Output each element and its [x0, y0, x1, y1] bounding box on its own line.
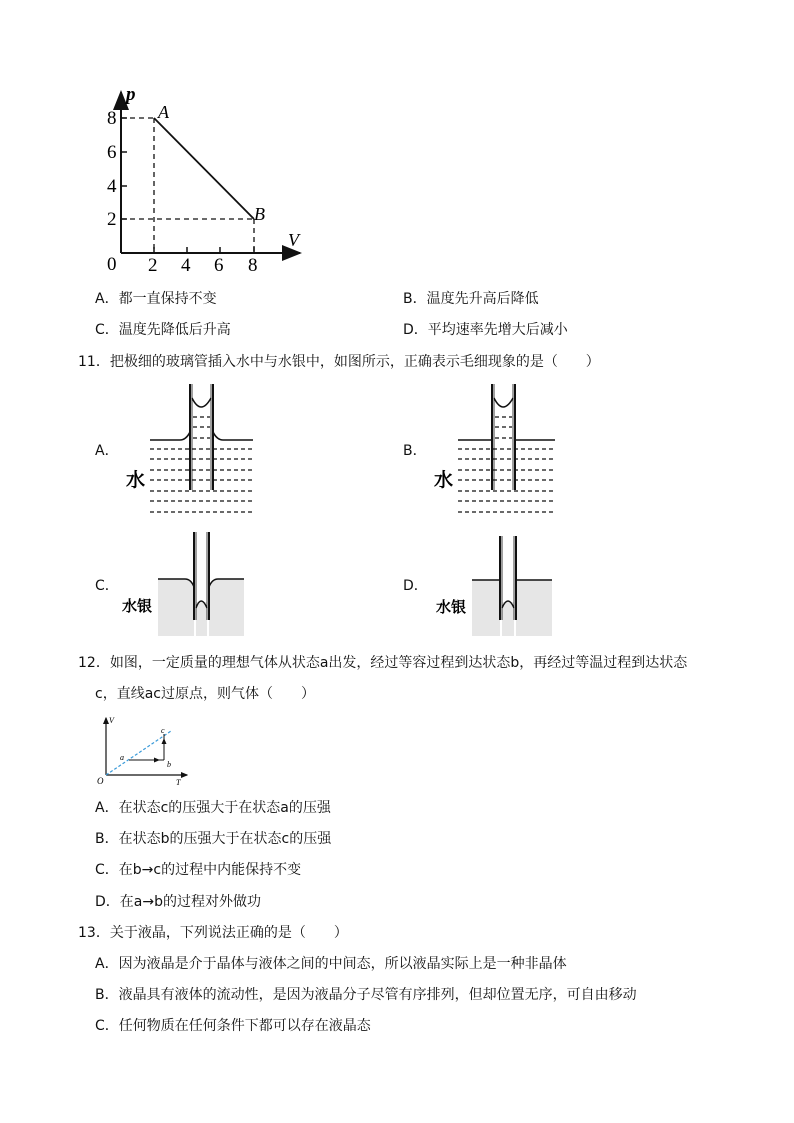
q11-figure-d[interactable]	[428, 530, 558, 638]
q11-water-label-a: 水	[126, 470, 146, 491]
q10-option-d[interactable]: D．平均速率先增大后减小	[403, 322, 568, 338]
vt-point-a: a	[120, 753, 124, 762]
pv-graph	[100, 80, 310, 275]
y-tick-6: 6	[107, 142, 117, 163]
y-tick-2: 2	[107, 209, 117, 230]
q12-stem-line1: 12．如图，一定质量的理想气体从状态a出发，经过等容过程到达状态b，再经过等温过程到达状态	[78, 655, 688, 671]
q12-option-c[interactable]: C．在b→c的过程中内能保持不变	[95, 862, 302, 878]
q12-stem-line2: c，直线ac过原点，则气体（ ）	[95, 686, 315, 702]
q11-mercury-label-c: 水银	[122, 599, 153, 615]
q11-figure-c[interactable]	[120, 530, 250, 638]
x-tick-4: 4	[181, 255, 191, 275]
x-tick-8: 8	[248, 255, 258, 275]
q10-option-a[interactable]: A．都一直保持不变	[95, 291, 217, 307]
point-a-label: A	[158, 102, 169, 122]
process-line-ab	[154, 118, 254, 219]
x-tick-2: 2	[148, 255, 158, 275]
q11-figure-b[interactable]	[428, 382, 568, 517]
vt-line-ac	[106, 731, 171, 775]
q13-option-a[interactable]: A．因为液晶是介于晶体与液体之间的中间态，所以液晶实际上是一种非晶体	[95, 956, 567, 972]
q10-option-b[interactable]: B．温度先升高后降低	[403, 291, 539, 307]
origin-label: 0	[107, 254, 117, 275]
q11-mercury-label-d: 水银	[436, 600, 467, 616]
q11-option-d-label[interactable]: D．	[403, 578, 428, 594]
q11-water-label-b: 水	[434, 470, 454, 491]
q12-option-a[interactable]: A．在状态c的压强大于在状态a的压强	[95, 800, 331, 816]
vt-v-label: V	[109, 716, 114, 725]
q13-option-b[interactable]: B．液晶具有液体的流动性，是因为液晶分子尽管有序排列，但却位置无序，可自由移动	[95, 987, 637, 1003]
y-tick-8: 8	[107, 108, 117, 129]
q11-stem: 11．把极细的玻璃管插入水中与水银中，如图所示，正确表示毛细现象的是（ ）	[78, 354, 600, 370]
q13-option-c[interactable]: C．任何物质在任何条件下都可以存在液晶态	[95, 1018, 371, 1034]
vt-graph	[93, 712, 193, 786]
q11-option-a-label[interactable]: A．	[95, 443, 119, 459]
vt-point-b: b	[167, 760, 171, 769]
q10-option-c[interactable]: C．温度先降低后升高	[95, 322, 231, 338]
q11-figure-a[interactable]	[120, 382, 260, 517]
vt-origin-label: O	[97, 776, 104, 786]
y-tick-4: 4	[107, 176, 117, 197]
x-tick-6: 6	[214, 255, 224, 275]
vt-point-c: c	[161, 726, 165, 735]
q12-option-d[interactable]: D．在a→b的过程对外做功	[95, 894, 261, 910]
vt-t-label: T	[176, 778, 181, 786]
q13-stem: 13．关于液晶，下列说法正确的是（ ）	[78, 925, 348, 941]
p-axis-label: p	[126, 84, 136, 105]
v-axis-label: V	[288, 230, 299, 250]
q11-option-b-label[interactable]: B．	[403, 443, 427, 459]
point-b-label: B	[254, 204, 265, 224]
q11-option-c-label[interactable]: C．	[95, 578, 119, 594]
q12-option-b[interactable]: B．在状态b的压强大于在状态c的压强	[95, 831, 332, 847]
